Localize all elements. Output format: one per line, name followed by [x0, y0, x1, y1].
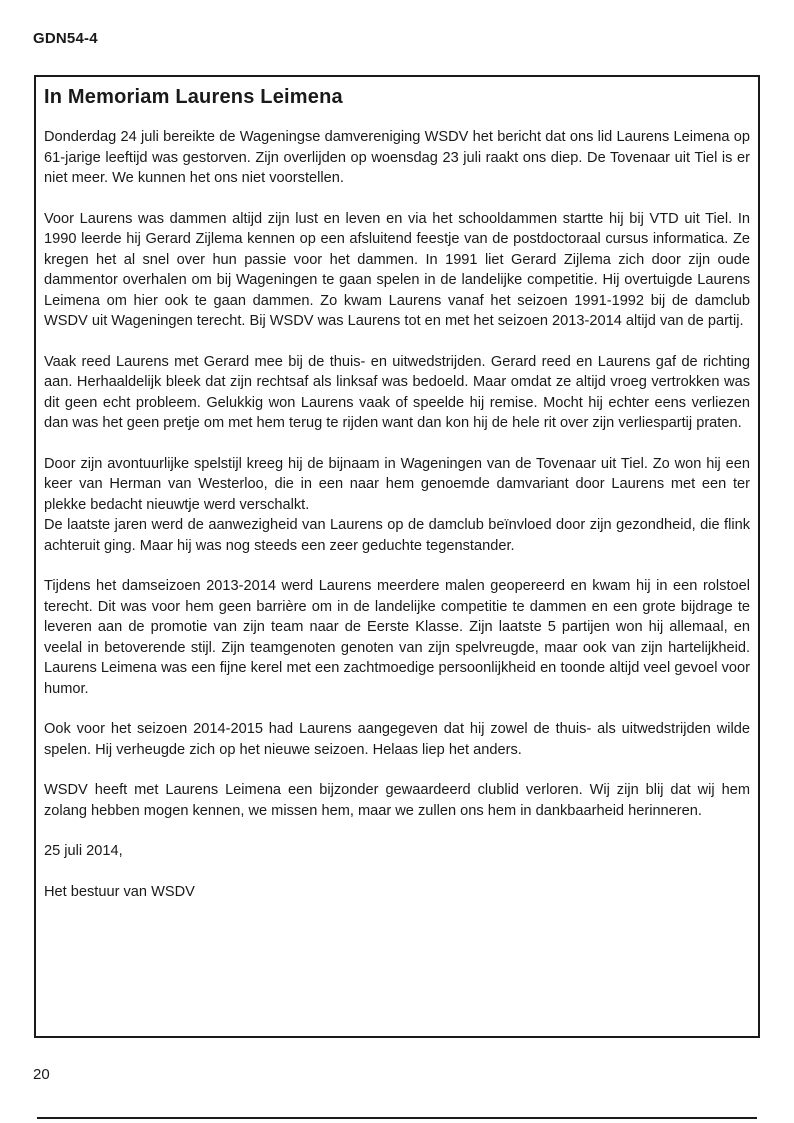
footer-divider [37, 1117, 757, 1119]
memoriam-article-box [34, 75, 760, 1038]
article-paragraph: Het bestuur van WSDV [44, 883, 195, 900]
article-paragraph: Door zijn avontuurlijke spelstijl kreeg hij de bijnaam in Wageningen van de Tovenaar uit Tiel. Zo won hij een keer van Herman van Westerloo, die in een naar hem genoemde damvariant door Laurens met een ter plekke bedacht nieuwtje werd verschalkt. [44, 455, 750, 513]
article-title: In Memoriam Laurens Leimena [44, 86, 343, 108]
article-paragraph: Donderdag 24 juli bereikte de Wageningse damvereniging WSDV het bericht dat ons lid Laurens Leimena op 61-jarige leeftijd was gestorven. Zijn overlijden op woensdag 23 juli raakt ons diep. De Tovenaar uit Tiel is er niet meer. We kunnen het ons niet voorstellen. [44, 129, 750, 186]
document-code: GDN54-4 [33, 30, 98, 47]
article-paragraph: 25 juli 2014, [44, 843, 123, 859]
article-paragraph: Ook voor het seizoen 2014-2015 had Laurens aangegeven dat hij zowel de thuis- als uitwedstrijden wilde spelen. Hij verheugde zich op het nieuwe seizoen. Helaas liep het anders. [44, 721, 750, 758]
article-paragraph: Voor Laurens was dammen altijd zijn lust en leven en via het schooldammen startte hij bij VTD uit Tiel. In 1990 leerde hij Gerard Zijlema kennen op een afsluitend feestje van de postdoctoraal cursus informatica. Ze kregen het al snel over hun passie voor het dammen. In 1991 liet Gerard Zijlema zich door zijn oude dammentor overhalen om bij Wageningen te gaan spelen in de landelijke competitie. Hij overtuigde Laurens Leimena om hier ook te gaan dammen. Zo kwam Laurens vanaf het seizoen 1991-1992 bij de damclub WSDV uit Wageningen terecht. Bij WSDV was Laurens tot en met het seizoen 2013-2014 altijd van de partij. [44, 210, 750, 329]
article-paragraph: Tijdens het damseizoen 2013-2014 werd Laurens meerdere malen geopereerd en kwam hij in een rolstoel terecht. Dit was voor hem geen barrière om in de landelijke competitie te dammen en een grote bijdrage te leveren aan de promotie van zijn team naar de Eerste Klasse. Zijn laatste 5 partijen won hij allemaal, en veelal in betoverende stijl. Zijn teamgenoten genoten van zijn spelvreugde, maar ook van zijn hartelijkheid. Laurens Leimena was een fijne kerel met een zachtmoedige persoonlijkheid en toonde altijd veel gevoel voor humor. [44, 578, 750, 697]
article-body [44, 127, 750, 902]
article-paragraph: Vaak reed Laurens met Gerard mee bij de thuis- en uitwedstrijden. Gerard reed en Laurens gaf de richting aan. Herhaaldelijk bleek dat zijn rechtsaf als linksaf was bedoeld. Maar omdat ze altijd vroeg vertrokken was dit geen echt probleem. Gelukkig won Laurens vaak of speelde hij remise. Mocht hij echter eens verliezen dan was het geen pretje om met hem terug te rijden want dan kon hij de hele rit over zijn verliespartij praten. [44, 353, 750, 431]
article-paragraph: WSDV heeft met Laurens Leimena een bijzonder gewaardeerd clublid verloren. Wij zijn blij dat wij hem zolang hebben mogen kennen, we missen hem, maar we zullen ons hem in dankbaarheid herinneren. [44, 782, 750, 819]
page-number: 20 [33, 1066, 50, 1083]
article-paragraph: De laatste jaren werd de aanwezigheid van Laurens op de damclub beïnvloed door zijn gezondheid, die flink achteruit ging. Maar hij was nog steeds een zeer geduchte tegenstander. [44, 517, 750, 554]
